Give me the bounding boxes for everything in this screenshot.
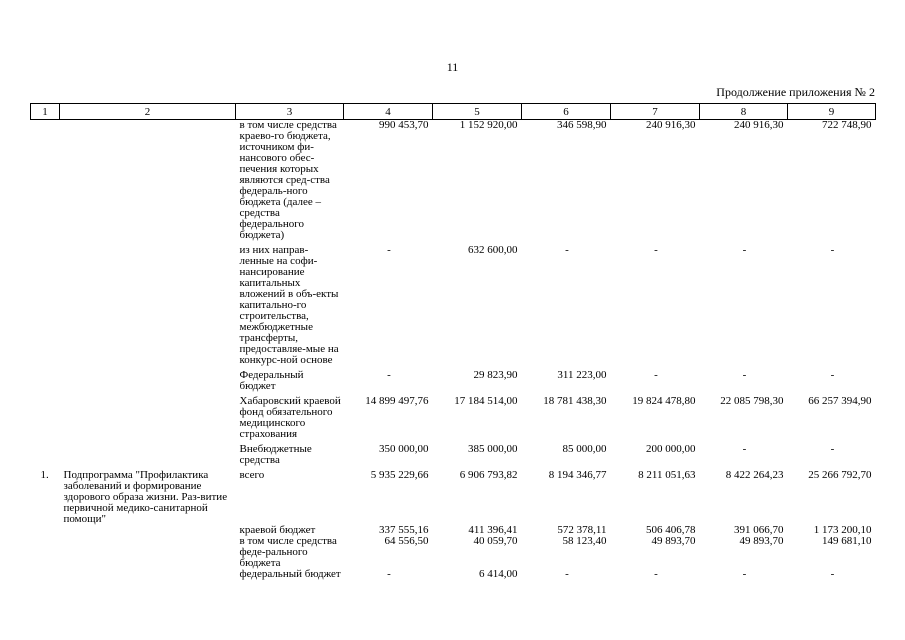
amount-cell: - bbox=[830, 244, 835, 256]
program-name-cell bbox=[60, 569, 236, 580]
amount-cell: - bbox=[565, 568, 569, 580]
amount-cell: 29 823,90 bbox=[473, 369, 518, 381]
amount-cell: 64 556,50 bbox=[384, 535, 429, 547]
amount-cell: 350 000,00 bbox=[379, 443, 429, 455]
amount-cell: 722 748,90 bbox=[822, 119, 872, 131]
table-body bbox=[31, 120, 876, 581]
funding-source-cell: федеральный бюджет bbox=[239, 568, 341, 580]
amount-cell: 6 414,00 bbox=[479, 568, 518, 580]
amount-cell: 8 211 051,63 bbox=[638, 469, 696, 481]
amount-cell: 506 406,78 bbox=[646, 524, 696, 536]
funding-source-cell: Федеральный бюджет bbox=[239, 369, 304, 392]
budget-table bbox=[30, 103, 876, 580]
amount-cell: 19 824 478,80 bbox=[632, 395, 696, 407]
amount-cell: - bbox=[654, 244, 658, 256]
amount-cell: 8 194 346,77 bbox=[548, 469, 607, 481]
column-header: 8 bbox=[700, 104, 788, 120]
table-row bbox=[31, 120, 876, 242]
funding-source-cell: в том числе средства краево-го бюджета, источником фи-нансового обес-печения которых являются сред-ства федераль-ного бюджета (далее – средства федерального бюджета) bbox=[239, 119, 337, 241]
amount-cell: 66 257 394,90 bbox=[808, 395, 872, 407]
row-number-cell: 1. bbox=[40, 469, 49, 481]
amount-cell: 8 422 264,23 bbox=[725, 469, 784, 481]
amount-cell: 990 453,70 bbox=[379, 119, 429, 131]
funding-source-cell: Хабаровский краевой фонд обязательного медицинского страхования bbox=[239, 395, 341, 440]
amount-cell: 49 893,70 bbox=[739, 535, 784, 547]
amount-cell: 85 000,00 bbox=[562, 443, 607, 455]
row-number-cell bbox=[31, 440, 60, 466]
amount-cell: - bbox=[742, 244, 747, 256]
funding-source-cell: краевой бюджет bbox=[239, 524, 316, 536]
table-row bbox=[31, 440, 876, 466]
program-name-cell bbox=[60, 120, 236, 242]
amount-cell: 40 059,70 bbox=[473, 535, 518, 547]
funding-source-cell: Внебюджетные средства bbox=[239, 443, 312, 466]
amount-cell: 18 781 438,30 bbox=[543, 395, 607, 407]
amount-cell: - bbox=[565, 244, 569, 256]
column-header: 4 bbox=[344, 104, 433, 120]
row-number-cell bbox=[31, 366, 60, 392]
table-row bbox=[31, 392, 876, 440]
amount-cell: - bbox=[830, 443, 835, 455]
amount-cell: 391 066,70 bbox=[734, 524, 784, 536]
table-row bbox=[31, 466, 876, 525]
amount-cell: - bbox=[742, 443, 747, 455]
amount-cell: 632 600,00 bbox=[468, 244, 518, 256]
program-name-cell bbox=[60, 392, 236, 440]
funding-source-cell: из них направ-ленные на софи-нансирование капитальных вложений в объ-екты капитально-го строительства, межбюджетные трансферты, предоставляе-мые на конкурс-ной основе bbox=[239, 244, 339, 366]
amount-cell: 1 173 200,10 bbox=[813, 524, 872, 536]
amount-cell: 1 152 920,00 bbox=[459, 119, 518, 131]
amount-cell: - bbox=[654, 369, 658, 381]
program-name-cell: Подпрограмма "Профилактика заболеваний и формирование здорового образа жизни. Раз-витие первичной медико-санитарной помощи" bbox=[63, 469, 228, 525]
amount-cell: - bbox=[742, 568, 747, 580]
amount-cell: - bbox=[830, 369, 835, 381]
amount-cell: 411 396,41 bbox=[468, 524, 518, 536]
amount-cell: 572 378,11 bbox=[557, 524, 607, 536]
row-number-cell bbox=[31, 241, 60, 366]
program-name-cell bbox=[60, 525, 236, 536]
amount-cell: 240 916,30 bbox=[646, 119, 696, 131]
amount-cell: 58 123,40 bbox=[562, 535, 607, 547]
amount-cell: 5 935 229,66 bbox=[370, 469, 429, 481]
amount-cell: 346 598,90 bbox=[557, 119, 607, 131]
amount-cell: 337 555,16 bbox=[379, 524, 429, 536]
column-header: 9 bbox=[788, 104, 876, 120]
column-header: 1 bbox=[31, 104, 60, 120]
amount-cell: 385 000,00 bbox=[468, 443, 518, 455]
appendix-continuation-note: Продолжение приложения № 2 bbox=[716, 85, 875, 99]
amount-cell: 22 085 798,30 bbox=[720, 395, 784, 407]
row-number-cell bbox=[31, 120, 60, 242]
amount-cell: - bbox=[830, 568, 835, 580]
amount-cell: 6 906 793,82 bbox=[459, 469, 518, 481]
table-row bbox=[31, 569, 876, 580]
funding-source-cell: всего bbox=[239, 469, 265, 481]
table-row bbox=[31, 536, 876, 569]
page-number: 11 bbox=[446, 60, 459, 74]
amount-cell: - bbox=[387, 568, 391, 580]
amount-cell: 14 899 497,76 bbox=[365, 395, 429, 407]
funding-source-cell: в том числе средства феде-рального бюджета bbox=[239, 535, 337, 569]
amount-cell: 149 681,10 bbox=[822, 535, 872, 547]
amount-cell: - bbox=[654, 568, 658, 580]
row-number-cell bbox=[31, 569, 60, 580]
program-name-cell bbox=[60, 536, 236, 569]
amount-cell: 17 184 514,00 bbox=[454, 395, 518, 407]
amount-cell: - bbox=[387, 244, 391, 256]
amount-cell: - bbox=[742, 369, 747, 381]
column-header: 6 bbox=[522, 104, 611, 120]
table-row bbox=[31, 366, 876, 392]
amount-cell: 240 916,30 bbox=[734, 119, 784, 131]
column-header: 2 bbox=[60, 104, 236, 120]
program-name-cell bbox=[60, 440, 236, 466]
amount-cell: 49 893,70 bbox=[651, 535, 696, 547]
amount-cell: 25 266 792,70 bbox=[808, 469, 872, 481]
row-number-cell bbox=[31, 525, 60, 536]
program-name-cell bbox=[60, 366, 236, 392]
amount-cell: - bbox=[387, 369, 391, 381]
column-header: 3 bbox=[236, 104, 344, 120]
table-row bbox=[31, 241, 876, 366]
amount-cell: 311 223,00 bbox=[557, 369, 607, 381]
column-header: 7 bbox=[611, 104, 700, 120]
row-number-cell bbox=[31, 392, 60, 440]
table-header-row bbox=[31, 104, 876, 120]
column-header: 5 bbox=[433, 104, 522, 120]
amount-cell: 200 000,00 bbox=[646, 443, 696, 455]
row-number-cell bbox=[31, 536, 60, 569]
program-name-cell bbox=[60, 241, 236, 366]
